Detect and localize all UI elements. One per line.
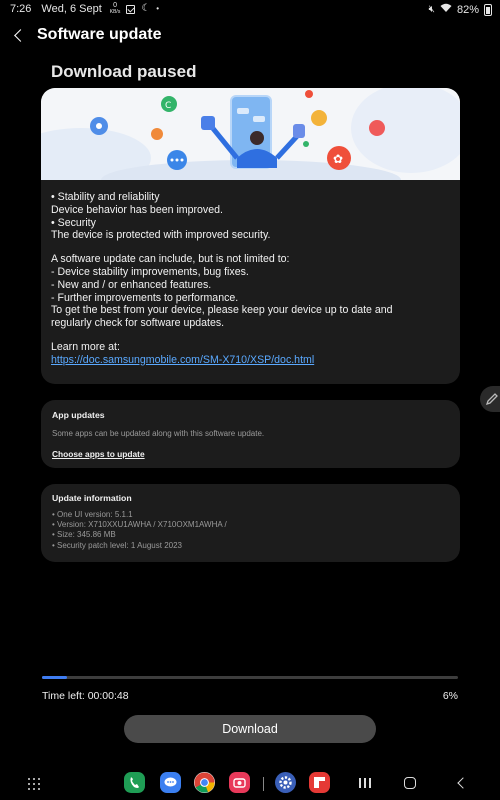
data-speed-indicator xyxy=(110,3,121,15)
note-line: • Stability and reliability xyxy=(51,191,160,203)
note-spacer xyxy=(51,242,451,253)
app-updates-title: App updates xyxy=(52,410,105,420)
note-line: - Device stability improvements, bug fixes. xyxy=(51,265,249,278)
pencil-icon xyxy=(485,392,499,406)
navigation-bar xyxy=(0,768,500,800)
update-illustration xyxy=(41,88,460,180)
update-info-card xyxy=(41,484,460,562)
download-progress-fill xyxy=(42,676,67,679)
note-line: regularly check for software updates. xyxy=(51,317,225,330)
svg-text:C: C xyxy=(165,101,172,111)
download-status-title: Download paused xyxy=(51,62,197,81)
mute-icon: 🔇︎ xyxy=(428,3,435,15)
edge-panel-handle[interactable] xyxy=(480,386,500,412)
time-left-label: Time left: 00:00:48 xyxy=(42,690,129,702)
info-line: • One UI version: 5.1.1 xyxy=(52,510,133,519)
dock-divider xyxy=(263,777,264,791)
moon-icon: ☾ xyxy=(141,3,151,14)
page-title: Software update xyxy=(37,26,162,43)
home-button[interactable] xyxy=(404,777,416,789)
checkbox-notification-icon xyxy=(126,5,135,14)
flipboard-icon[interactable] xyxy=(309,772,330,793)
phone-icon[interactable] xyxy=(124,772,145,793)
nav-back-button[interactable] xyxy=(455,777,469,791)
dot-icon: • xyxy=(156,4,160,13)
note-line: Learn more at: xyxy=(51,340,120,353)
status-date: Wed, 6 Sept xyxy=(41,3,102,15)
learn-more-link[interactable]: https://doc.samsungmobile.com/SM-X710/XSP/doc.html xyxy=(51,353,315,366)
info-line: • Version: X710XXU1AWHA / X710OXM1AWHA / xyxy=(52,520,227,530)
app-updates-description: Some apps can be updated along with this software update. xyxy=(52,429,265,438)
app-header xyxy=(0,22,500,50)
settings-icon[interactable] xyxy=(275,772,296,793)
choose-apps-link[interactable]: Choose apps to update xyxy=(52,449,145,459)
data-speed-value: 0 xyxy=(113,2,117,9)
info-line: • Security patch level: 1 August 2023 xyxy=(52,540,182,550)
camera-icon[interactable] xyxy=(229,772,250,793)
progress-percent: 6% xyxy=(442,690,458,702)
note-line: To get the best from your device, please keep your device up to date and xyxy=(51,304,393,317)
status-time: 7:26 xyxy=(10,3,32,15)
download-button[interactable]: Download xyxy=(124,715,376,743)
data-speed-unit: KB/s xyxy=(109,9,121,15)
svg-text:✿: ✿ xyxy=(333,152,344,166)
back-button[interactable] xyxy=(10,24,30,48)
status-bar xyxy=(0,0,500,18)
app-drawer-icon[interactable] xyxy=(28,778,40,790)
note-line: Device behavior has been improved. xyxy=(51,203,223,216)
wifi-icon xyxy=(440,3,452,16)
chrome-icon[interactable] xyxy=(194,772,215,793)
note-line: - New and / or enhanced features. xyxy=(51,278,212,291)
update-info-details xyxy=(52,510,227,551)
download-progress-bar xyxy=(42,676,458,679)
note-line: The device is protected with improved security. xyxy=(51,229,271,242)
update-info-title: Update information xyxy=(52,493,132,503)
release-notes-card xyxy=(41,88,460,384)
app-updates-card xyxy=(41,400,460,468)
messages-icon[interactable] xyxy=(160,772,181,793)
battery-percent: 82% xyxy=(456,3,479,16)
note-line: • Security xyxy=(51,216,96,229)
release-notes-text xyxy=(51,191,451,367)
note-line: A software update can include, but is not limited to: xyxy=(51,253,290,266)
note-line: - Further improvements to performance. xyxy=(51,291,239,304)
recents-button[interactable] xyxy=(358,777,372,789)
note-spacer xyxy=(51,330,451,341)
battery-icon xyxy=(484,4,492,16)
info-line: • Size: 345.86 MB xyxy=(52,530,116,540)
